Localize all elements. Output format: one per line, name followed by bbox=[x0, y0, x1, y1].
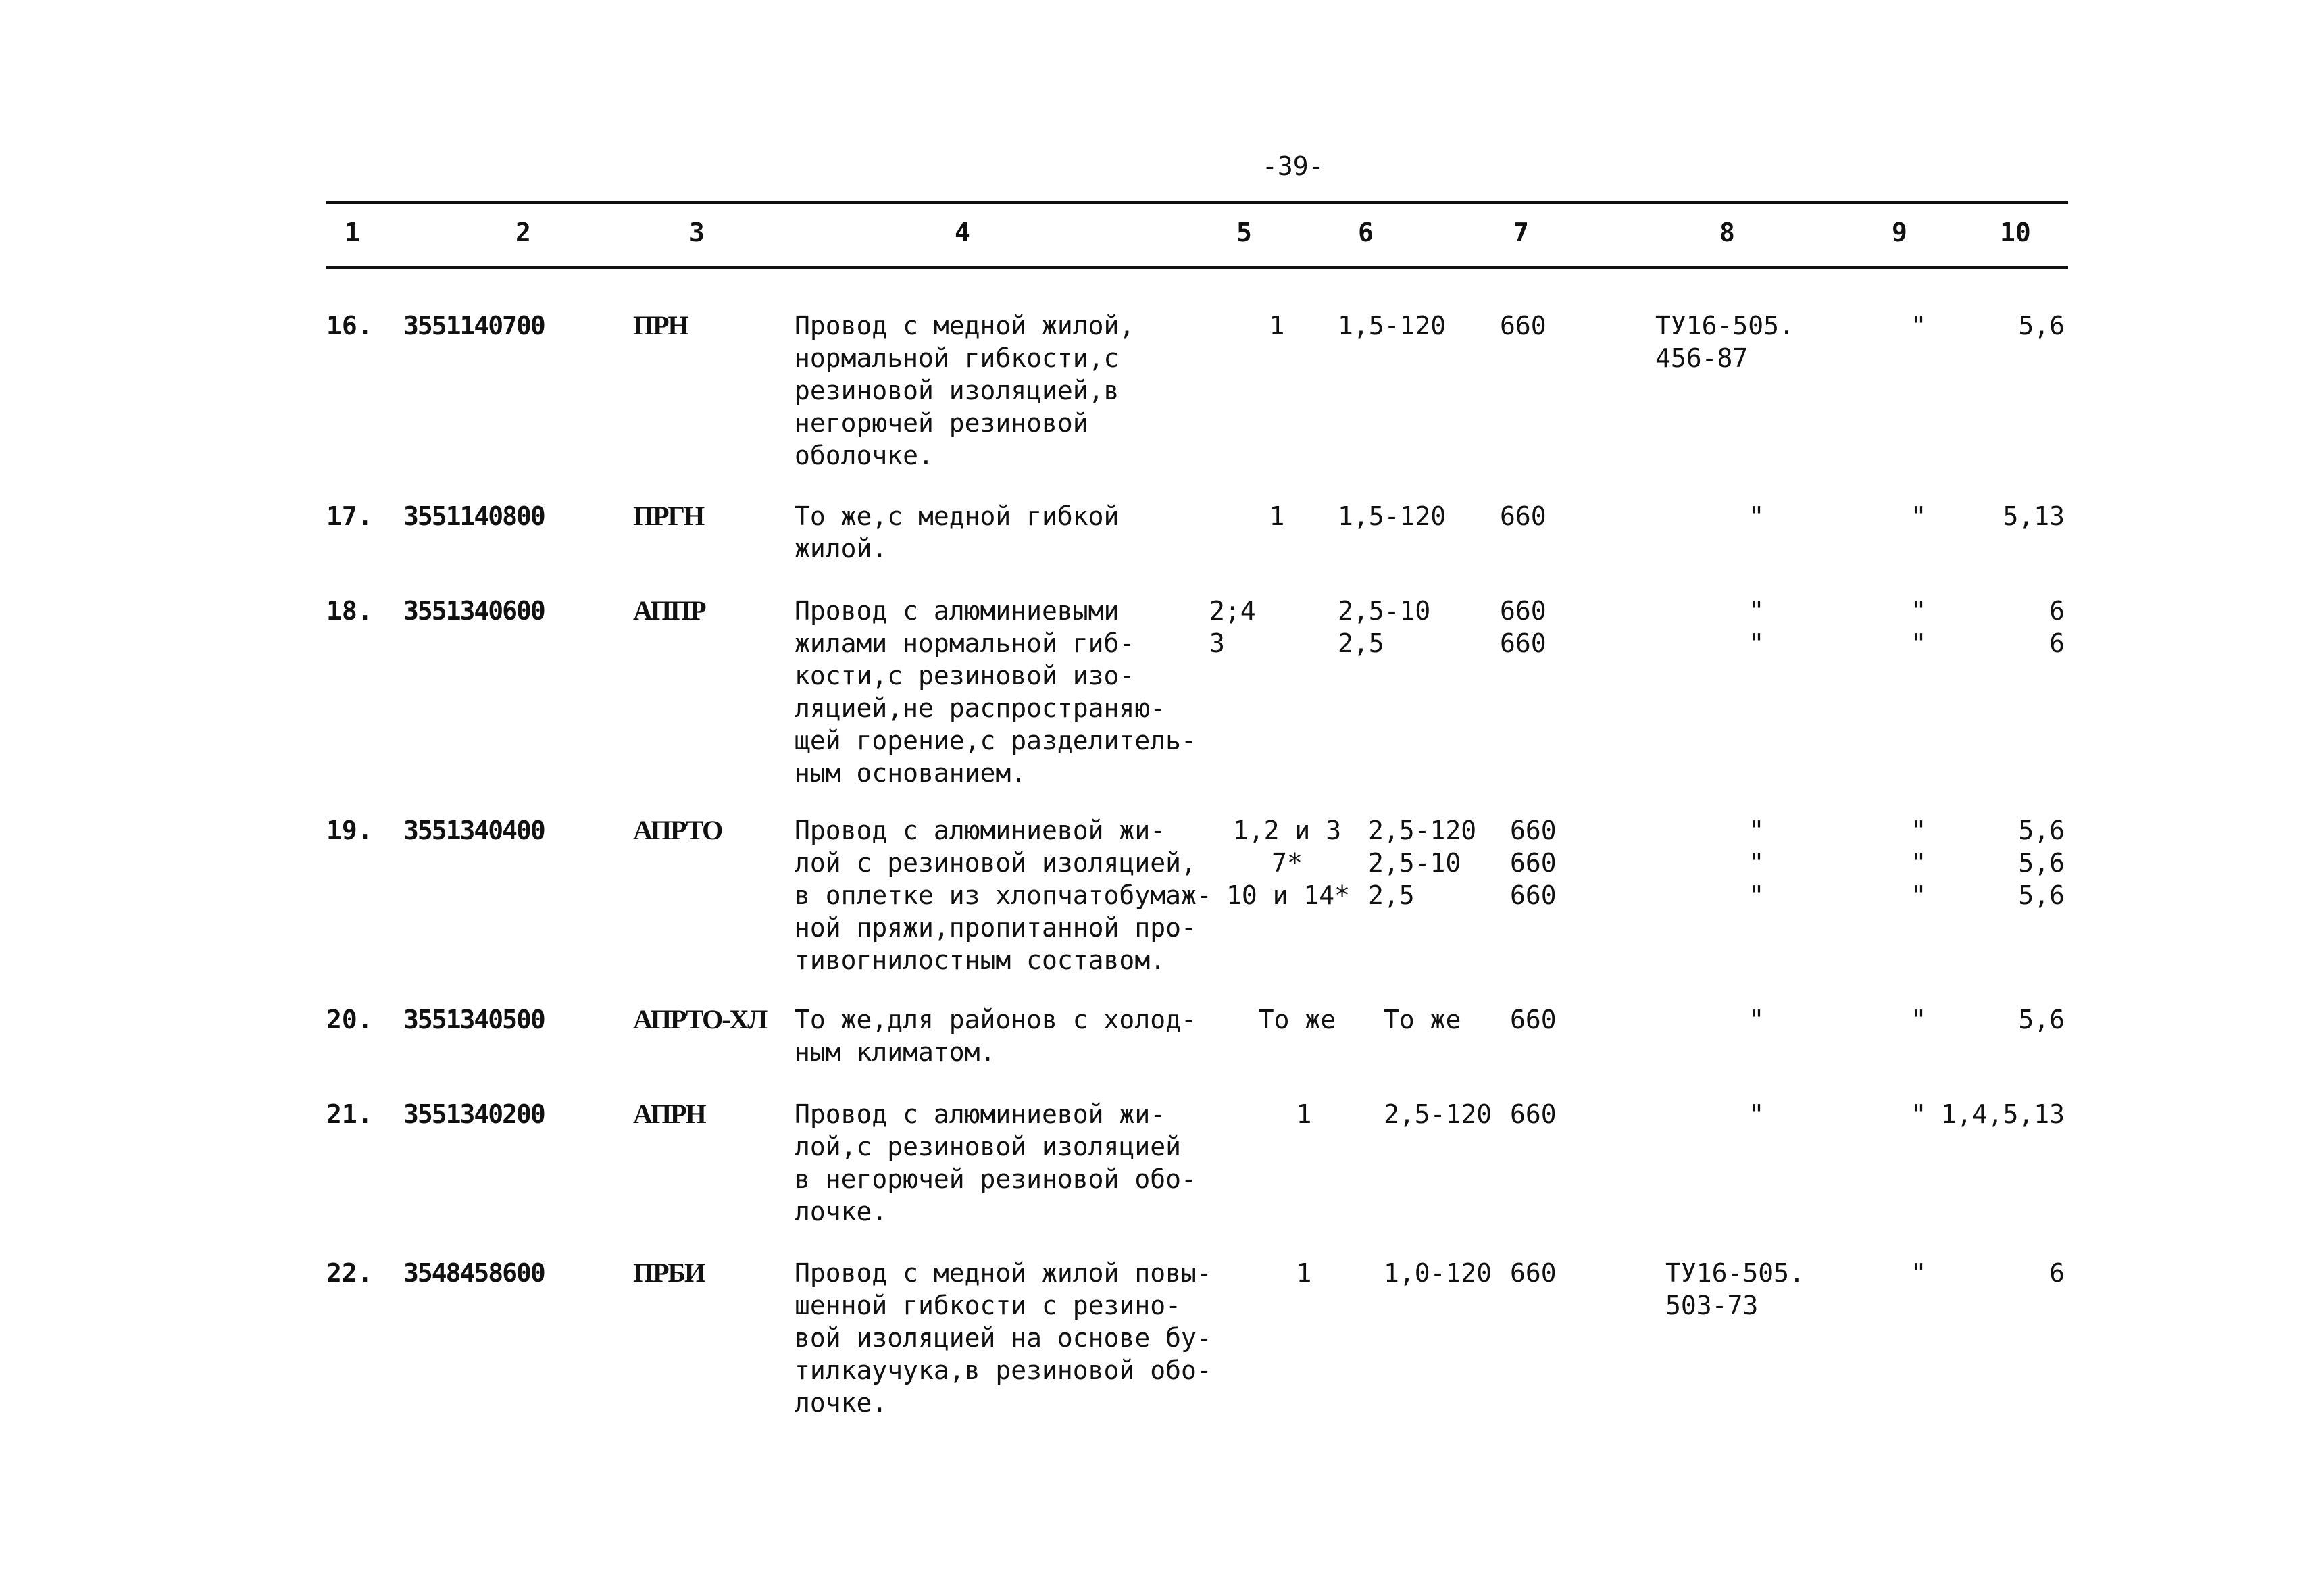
product-code: 3551140800 bbox=[403, 501, 545, 531]
column-10-value: 6 6 bbox=[2049, 596, 2065, 658]
core-count: 1 bbox=[1296, 1258, 1312, 1288]
wire-mark: АПРТО-ХЛ bbox=[633, 1004, 767, 1034]
wire-mark: ПРН bbox=[633, 310, 688, 341]
column-9-value: " " " bbox=[1911, 816, 1927, 910]
wire-mark: АПРН bbox=[633, 1099, 705, 1129]
spec-reference: " bbox=[1749, 1099, 1765, 1129]
spec-reference: " " " bbox=[1749, 816, 1765, 910]
column-header-3: 3 bbox=[689, 218, 705, 247]
voltage: 660 bbox=[1500, 501, 1546, 531]
product-code: 3548458600 bbox=[403, 1258, 545, 1288]
product-code: 3551340200 bbox=[403, 1099, 545, 1129]
column-10-value: 5,6 bbox=[2018, 311, 2065, 341]
column-10-value: 5,13 bbox=[2003, 501, 2065, 531]
spec-reference: ТУ16-505. 456-87 bbox=[1655, 311, 1794, 373]
cross-section: 1,5-120 bbox=[1338, 311, 1447, 341]
wire-mark: АПРТО bbox=[633, 815, 722, 845]
column-10-value: 1,4,5,13 bbox=[1940, 1099, 2065, 1129]
column-10-value: 5,6 5,6 5,6 bbox=[2018, 816, 2065, 910]
column-header-6: 6 bbox=[1358, 218, 1374, 247]
description: Провод с алюминиевой жи- лой с резиновой изоляцией, в оплетке из хлопчатобумаж- ной пряжи,пропитанной про- тивогнилостным составом. bbox=[795, 816, 1212, 975]
cross-section: То же bbox=[1384, 1005, 1461, 1034]
column-header-10: 10 bbox=[2000, 218, 2031, 247]
row-number: 18. bbox=[326, 596, 373, 626]
voltage: 660 660 bbox=[1500, 596, 1546, 658]
description: Провод с медной жилой, нормальной гибкости,с резиновой изоляцией,в негорючей резиновой оболочке. bbox=[795, 311, 1135, 470]
description: Провод с медной жилой повы- шенной гибкости с резино- вой изоляцией на основе бу- тилкаучука,в резиновой обо- лочке. bbox=[795, 1258, 1212, 1418]
cross-section: 1,0-120 bbox=[1384, 1258, 1492, 1288]
column-10-value: 5,6 bbox=[2018, 1005, 2065, 1034]
column-9-value: " " bbox=[1911, 596, 1927, 658]
spec-reference: " bbox=[1749, 501, 1765, 531]
cross-section: 1,5-120 bbox=[1338, 501, 1447, 531]
column-9-value: " bbox=[1911, 501, 1927, 531]
wire-mark: ПРГН bbox=[633, 501, 704, 531]
voltage: 660 660 660 bbox=[1510, 816, 1557, 910]
header-bottom-rule bbox=[326, 266, 2068, 269]
table-top-rule bbox=[326, 201, 2068, 204]
core-count: 1 bbox=[1269, 311, 1285, 341]
row-number: 19. bbox=[326, 816, 373, 845]
product-code: 3551340600 bbox=[403, 596, 545, 626]
column-header-7: 7 bbox=[1513, 218, 1529, 247]
core-count: 2;4 3 bbox=[1209, 596, 1256, 658]
cross-section: 2,5-10 2,5 bbox=[1338, 596, 1431, 658]
voltage: 660 bbox=[1510, 1258, 1557, 1288]
column-header-4: 4 bbox=[955, 218, 970, 247]
column-header-8: 8 bbox=[1719, 218, 1735, 247]
spec-reference: " bbox=[1749, 1005, 1765, 1034]
column-10-value: 6 bbox=[2049, 1258, 2065, 1288]
description: То же,для районов с холод- ным климатом. bbox=[795, 1005, 1197, 1067]
column-9-value: " bbox=[1911, 311, 1927, 341]
column-header-5: 5 bbox=[1236, 218, 1252, 247]
wire-mark: ПРБИ bbox=[633, 1257, 705, 1288]
row-number: 20. bbox=[326, 1005, 373, 1034]
voltage: 660 bbox=[1510, 1005, 1557, 1034]
voltage: 660 bbox=[1500, 311, 1546, 341]
column-header-2: 2 bbox=[515, 218, 531, 247]
page-number: -39- bbox=[1262, 151, 1324, 181]
column-header-1: 1 bbox=[345, 218, 360, 247]
core-count: 1 bbox=[1296, 1099, 1312, 1129]
row-number: 16. bbox=[326, 311, 373, 341]
spec-reference: " " bbox=[1749, 596, 1765, 658]
cross-section: 2,5-120 bbox=[1384, 1099, 1492, 1129]
product-code: 3551340400 bbox=[403, 816, 545, 845]
description: Провод с алюминиевой жи- лой,с резиновой изоляцией в негорючей резиновой обо- лочке. bbox=[795, 1099, 1197, 1226]
row-number: 17. bbox=[326, 501, 373, 531]
core-count: 1,2 и 3 7* 10 и 14* bbox=[1226, 816, 1351, 910]
column-9-value: " bbox=[1911, 1099, 1927, 1129]
voltage: 660 bbox=[1510, 1099, 1557, 1129]
column-header-9: 9 bbox=[1892, 218, 1907, 247]
column-9-value: " bbox=[1911, 1258, 1927, 1288]
column-9-value: " bbox=[1911, 1005, 1927, 1034]
wire-mark: АППР bbox=[633, 595, 705, 626]
core-count: То же bbox=[1258, 1005, 1336, 1034]
core-count: 1 bbox=[1269, 501, 1285, 531]
spec-reference: ТУ16-505. 503-73 bbox=[1665, 1258, 1805, 1320]
product-code: 3551340500 bbox=[403, 1005, 545, 1034]
row-number: 21. bbox=[326, 1099, 373, 1129]
description: То же,с медной гибкой жилой. bbox=[795, 501, 1120, 564]
row-number: 22. bbox=[326, 1258, 373, 1288]
description: Провод с алюминиевыми жилами нормальной гиб- кости,с резиновой изо- ляцией,не распространяю- щей горение,с разделитель- ным основанием. bbox=[795, 596, 1197, 788]
cross-section: 2,5-120 2,5-10 2,5 bbox=[1368, 816, 1477, 910]
product-code: 3551140700 bbox=[403, 311, 545, 341]
